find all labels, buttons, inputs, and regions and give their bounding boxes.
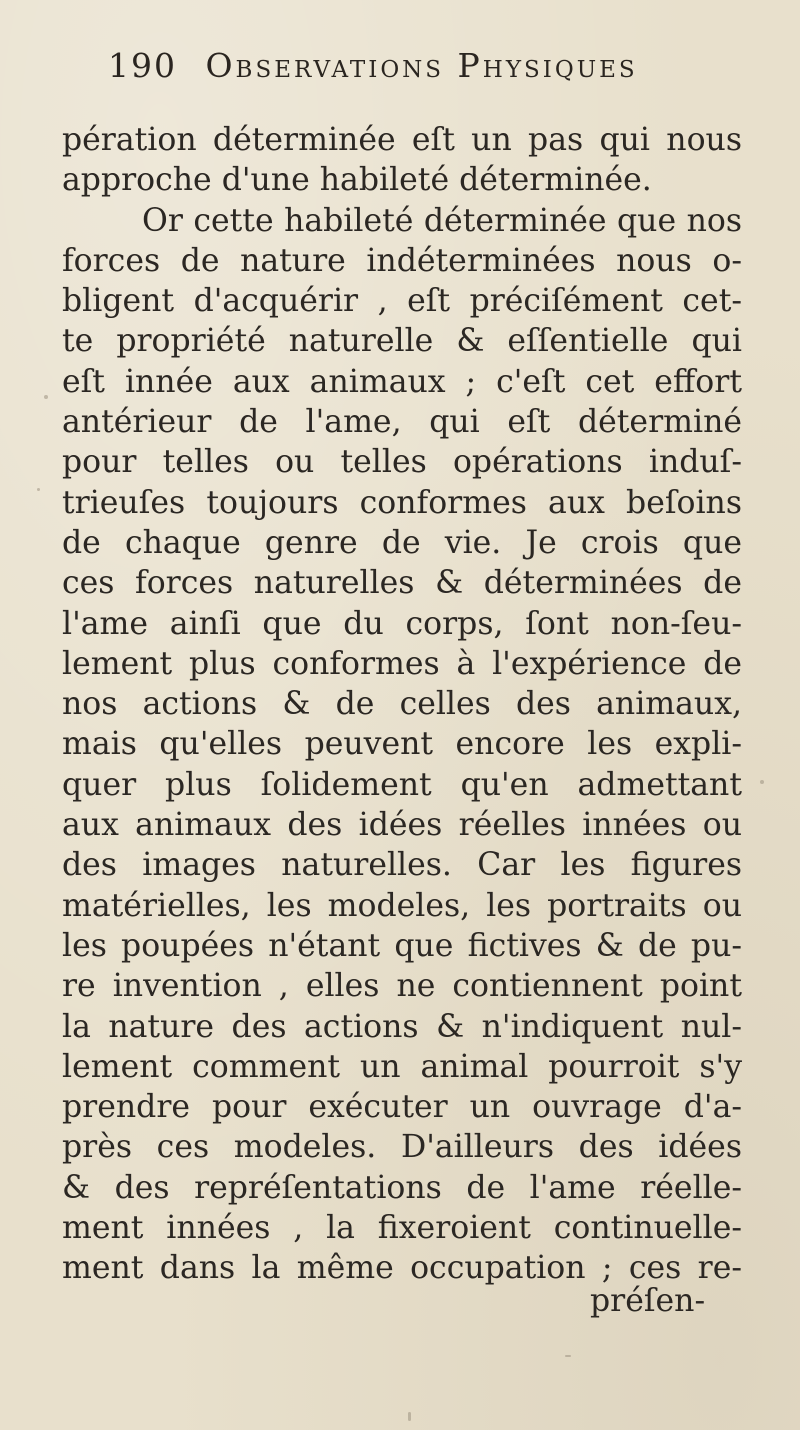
- text-line: & des repréſentations de l'ame réelle-: [62, 1169, 742, 1206]
- paper-speck: [408, 1412, 411, 1421]
- text-line: Or cette habileté déterminée que nos: [142, 202, 742, 239]
- text-line: aux animaux des idées réelles innées ou: [62, 807, 742, 844]
- text-line: près ces modeles. D'ailleurs des idées: [62, 1129, 742, 1166]
- text-line: les poupées n'étant que fictives & de pu-: [62, 927, 742, 964]
- paper-speck: [760, 780, 764, 784]
- text-line: pour telles ou telles opérations induſ-: [62, 444, 742, 481]
- text-line: trieuſes toujours conformes aux beſoins: [62, 484, 742, 521]
- text-line: eſt innée aux animaux ; c'eſt cet effort: [62, 363, 742, 400]
- page-number: 190: [108, 46, 177, 85]
- text-line: lement comment un animal pourroit s'y: [62, 1048, 742, 1085]
- text-line: bligent d'acquérir , eſt préciſément cet-: [62, 283, 742, 320]
- text-line: approche d'une habileté déterminée.: [62, 162, 652, 199]
- paper-speck: [37, 488, 40, 491]
- text-line: prendre pour exécuter un ouvrage d'a-: [62, 1089, 742, 1126]
- text-line: te propriété naturelle & eſſentielle qui: [62, 323, 742, 360]
- text-line: antérieur de l'ame, qui eſt déterminé: [62, 404, 742, 441]
- page-header: [108, 46, 708, 98]
- text-line: matérielles, les modeles, les portraits ou: [62, 887, 742, 924]
- body-text: [62, 120, 742, 1289]
- text-line: l'ame ainſi que du corps, ſont non-ſeu-: [62, 605, 742, 642]
- text-line: des images naturelles. Car les figures: [62, 847, 742, 884]
- text-line: ment innées , la fixeroient continuelle-: [62, 1210, 742, 1247]
- paper-speck: [565, 1355, 571, 1357]
- paper-speck: [44, 395, 48, 399]
- text-line: forces de nature indéterminées nous o-: [62, 242, 742, 279]
- text-line: quer plus ſolidement qu'en admettant: [62, 766, 742, 803]
- catchword: préſen-: [590, 1283, 706, 1319]
- text-line: de chaque genre de vie. Je crois que: [62, 524, 742, 561]
- text-line: la nature des actions & n'indiquent nul-: [62, 1008, 742, 1045]
- text-line: lement plus conformes à l'expérience de: [62, 645, 742, 682]
- text-line: ment dans la même occupation ; ces re-: [62, 1250, 742, 1287]
- text-line: pération déterminée eſt un pas qui nous: [62, 122, 742, 158]
- text-line: ces forces naturelles & déterminées de: [62, 565, 742, 602]
- running-title: Observations Physiques: [205, 46, 638, 85]
- text-line: nos actions & de celles des animaux,: [62, 686, 742, 723]
- text-line: re invention , elles ne contiennent point: [62, 968, 742, 1005]
- text-line: mais qu'elles peuvent encore les expli-: [62, 726, 742, 763]
